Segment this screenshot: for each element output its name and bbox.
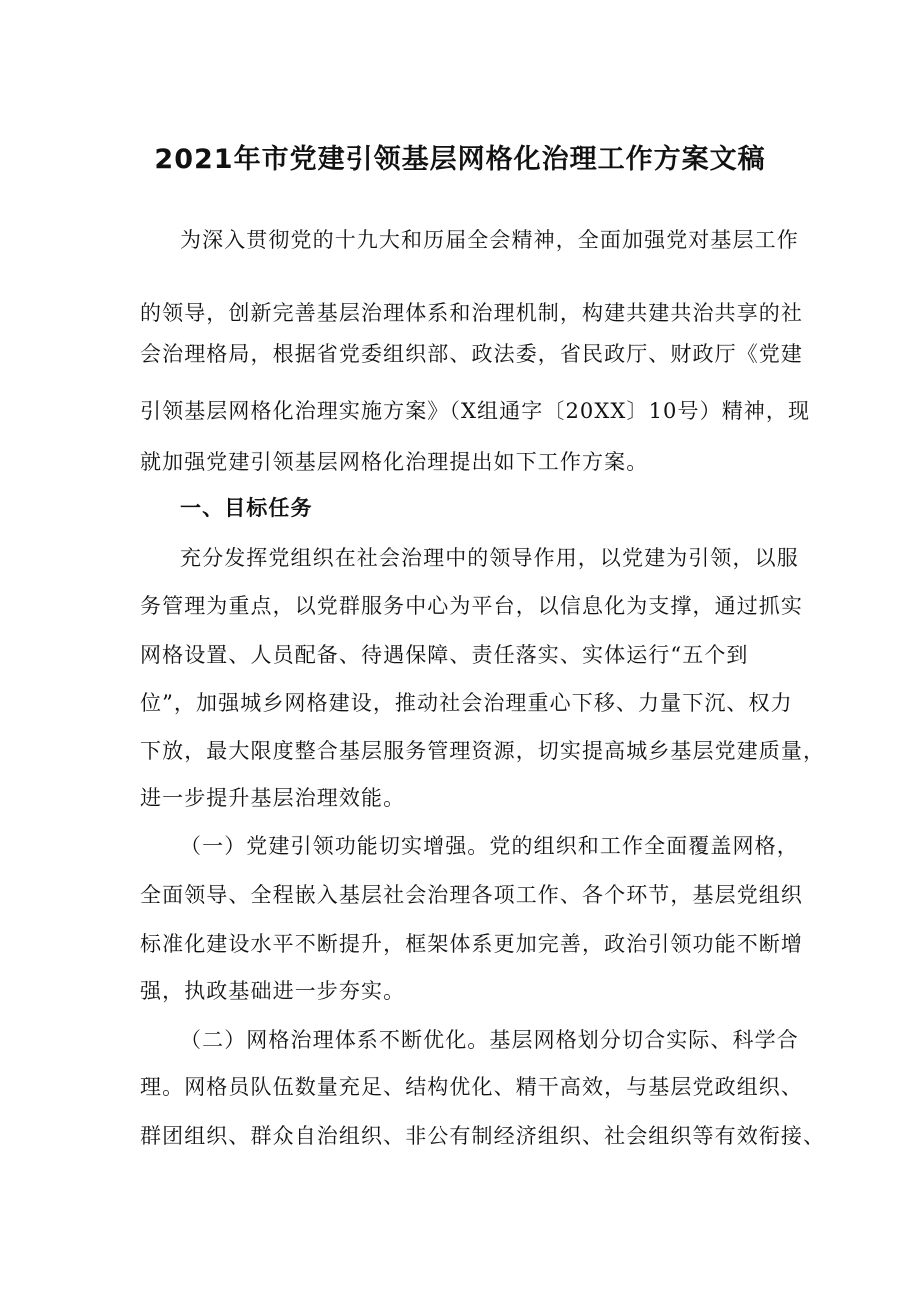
section-line: 网格设置、人员配备、待遇保障、责任落实、实体运行“五个到	[140, 643, 749, 667]
item-line: 群团组织、群众自治组织、非公有制经济组织、社会组织等有效衔接、	[140, 1124, 826, 1148]
item-line: 全面领导、全程嵌入基层社会治理各项工作、各个环节，基层党组织	[140, 883, 803, 907]
section-line: 务管理为重点，以党群服务中心为平台，以信息化为支撑，通过抓实	[140, 594, 803, 618]
item-line: 理。网格员队伍数量充足、结构优化、精干高效，与基层党政组织、	[140, 1075, 803, 1099]
section-line: 位”，加强城乡网格建设，推动社会治理重心下移、力量下沉、权力	[140, 691, 793, 715]
intro-line: 的领导，创新完善基层治理体系和治理机制，构建共建共治共享的社	[140, 301, 803, 325]
intro-line: 引领基层网格化治理实施方案》（X组通字〔20XX〕10号）精神，现	[140, 399, 811, 423]
section-line: 下放，最大限度整合基层服务管理资源，切实提高城乡基层党建质量，	[140, 739, 826, 763]
section-line: 充分发挥党组织在社会治理中的领导作用，以党建为引领，以服	[180, 546, 799, 570]
intro-line: 会治理格局，根据省党委组织部、政法委，省民政厅、财政厅《党建	[140, 342, 803, 366]
item-line: （二）网格治理体系不断优化。基层网格划分切合实际、科学合	[180, 1028, 799, 1052]
document-title: 2021年市党建引领基层网格化治理工作方案文稿	[154, 144, 766, 175]
section-line: 进一步提升基层治理效能。	[140, 786, 406, 810]
item-line: 强，执政基础进一步夯实。	[140, 979, 406, 1003]
section-heading: 一、目标任务	[180, 496, 313, 520]
intro-line: 就加强党建引领基层网格化治理提出如下工作方案。	[140, 450, 649, 474]
intro-line: 为深入贯彻党的十九大和历届全会精神，全面加强党对基层工作	[180, 228, 799, 252]
item-line: 标准化建设水平不断提升，框架体系更加完善，政治引领功能不断增	[140, 932, 803, 956]
item-line: （一）党建引领功能切实增强。党的组织和工作全面覆盖网格，	[180, 834, 799, 858]
